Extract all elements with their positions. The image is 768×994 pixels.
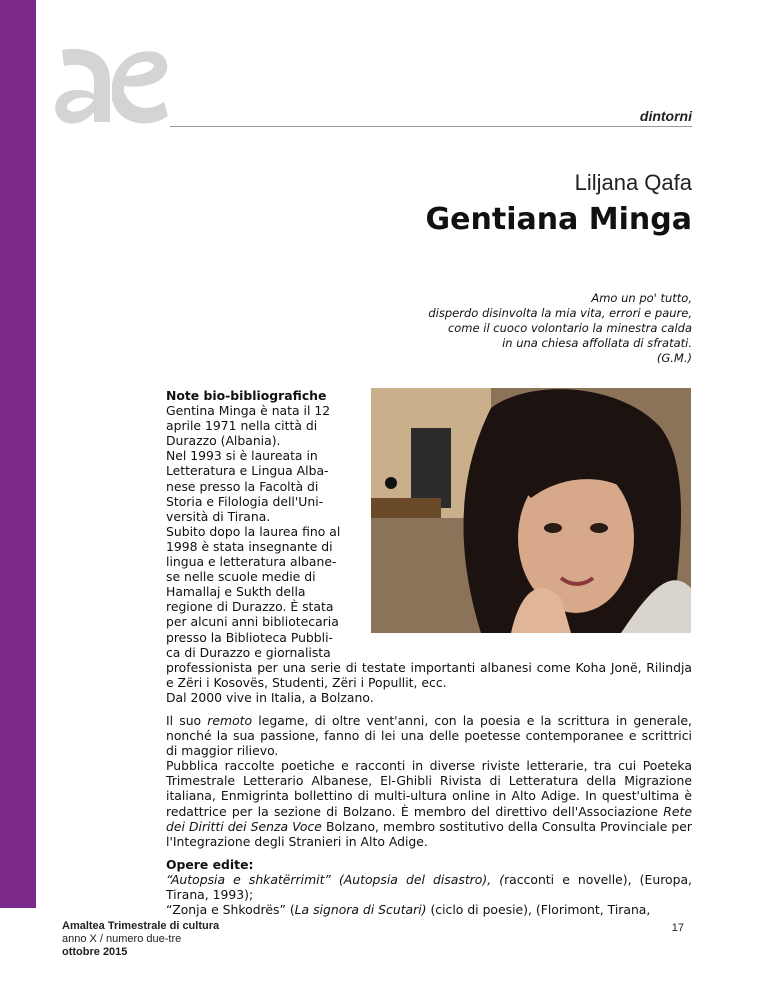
bio-line: Hamallaj e Sukth della (166, 584, 306, 600)
page-number: 17 (671, 922, 684, 934)
bio-line: aprile 1971 nella città di (166, 418, 318, 434)
paragraph-publications: Pubblica raccolte poetiche e racconti in diverse riviste letterarie, tra cui Poeteka Trimestrale Letterario Albanese, El-Ghibli Rivista di Letteratura della Migrazione italiana, Enmigrinta bollettino di multi-ultura online in Alto Adige. In quest'ultima è redattrice per la sezione di Bolzano. È membro del direttivo dell'Associazione Rete dei Diritti dei Senza Voce Bolzano, membro sostitutivo della Consulta Provinciale per l'Integrazione degli Stranieri in Alto Adige. (166, 758, 692, 849)
epigraph-line: disperdo disinvolta la mia vita, errori e paure, (428, 306, 692, 320)
epigraph-line: come il cuoco volontario la minestra calda (447, 321, 692, 335)
issue-info: anno X / numero due-tre (62, 933, 182, 945)
bio-line: se nelle scuole medie di (166, 569, 316, 585)
purple-sidebar (0, 0, 36, 908)
bio-line: Letteratura e Lingua Alba- (166, 463, 329, 479)
emphasis-remoto: remoto (207, 712, 253, 728)
bio-line: Gentina Minga è nata il 12 (166, 403, 331, 419)
section-label: dintorni (639, 108, 692, 124)
bio-wide-text: professionista per una serie di testate importanti albanesi come Koha Jonë, Rilindja e Zëri i Kosovës, Studenti, Zëri i Popullit, ecc. (166, 659, 692, 690)
bio-line: per alcuni anni bibliotecaria (166, 614, 339, 630)
bio-line: Nel 1993 si è laureata in (166, 448, 318, 464)
footer-info (62, 920, 219, 959)
bio-line: regione di Durazzo. È stata (166, 599, 334, 615)
bio-line: Subito dopo la laurea fino al (166, 523, 341, 539)
bio-last-line: Dal 2000 vive in Italia, a Bolzano. (166, 689, 374, 705)
epigraph-attribution: (G.M.) (656, 351, 692, 365)
bio-narrow-column (166, 403, 366, 660)
paragraph-remoto: Il suo remoto legame, di oltre vent'anni, con la poesia e la scrittura in generale, nonché la sua passione, fanno di lei una delle poetesse contemporanee e scrittrici di maggior rilievo. (166, 712, 692, 759)
journal-name: Amaltea Trimestrale di cultura (62, 920, 220, 932)
epigraph (428, 291, 692, 366)
ae-ligature-logo-icon (52, 40, 172, 130)
bio-line: versità di Tirana. (166, 508, 271, 524)
author-name: Liljana Qafa (574, 170, 692, 195)
epigraph-line: Amo un po' tutto, (591, 291, 692, 305)
issue-date: ottobre 2015 (62, 946, 128, 958)
bio-line: presso la Biblioteca Pubbli- (166, 629, 334, 645)
bio-line: lingua e letteratura albane- (166, 554, 337, 570)
bio-heading: Note bio-bibliografiche (166, 388, 327, 403)
epigraph-line: in una chiesa affollata di sfratati. (502, 336, 692, 350)
bio-line: Storia e Filologia dell'Uni- (166, 493, 324, 509)
bio-line: 1998 è stata insegnante di (166, 538, 333, 554)
work-item: “Autopsia e shkatërrimit” (Autopsia del disastro), (racconti e novelle), (Europa, Tirana, 1993); (166, 871, 692, 902)
bio-line: Durazzo (Albania). (166, 433, 281, 449)
bio-section (166, 388, 692, 917)
works-heading: Opere edite: (166, 856, 254, 872)
emphasis-association: Rete dei Diritti dei Senza Voce (166, 803, 692, 834)
header-rule (170, 126, 692, 127)
bio-line: nese presso la Facoltà di (166, 478, 319, 494)
bio-line: ca di Durazzo e giornalista (166, 644, 331, 660)
work-item: “Zonja e Shkodrës” (La signora di Scutari) (ciclo di poesie), (Florimont, Tirana, (166, 902, 651, 918)
article-title: Gentiana Minga (425, 202, 692, 237)
